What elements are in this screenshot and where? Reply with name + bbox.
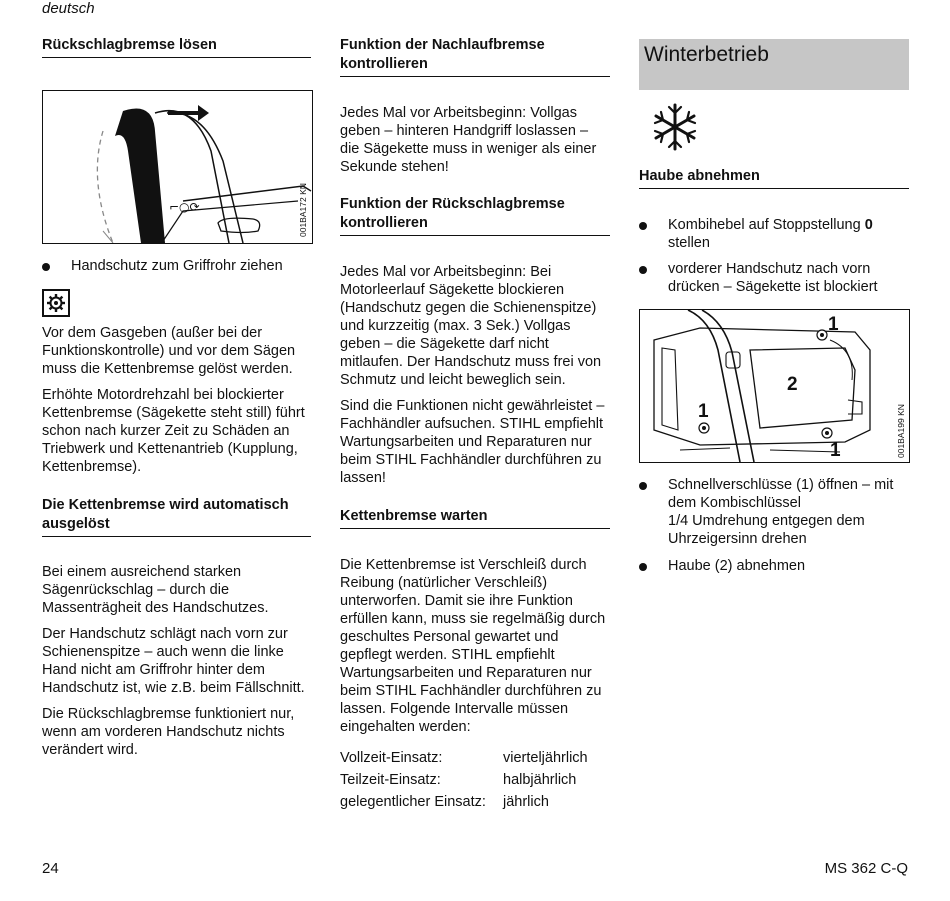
- bullet-text: stellen: [668, 235, 710, 251]
- callout-label: 1: [698, 401, 709, 422]
- snowflake-icon: [653, 103, 697, 151]
- arrow-icon: [168, 105, 209, 121]
- table-row: [340, 749, 588, 771]
- paragraph: Vor dem Gasgeben (außer bei der Funktionskontrolle) und vor dem Sägen muss die Kettenbremse gelöst werden.: [42, 325, 296, 377]
- interval-value: halbjährlich: [503, 772, 577, 788]
- bullet-item: [42, 257, 311, 275]
- paragraph: Der Handschutz schlägt nach vorn zur Schienenspitze – auch wenn die linke Hand nicht am Griffrohr hinter dem Handschutz ist, wie z.B. beim Fällschnitt.: [42, 626, 305, 696]
- paragraph: Erhöhte Motordrehzahl bei blockierter Kettenbremse (Sägekette steht still) führt schon nach kurzer Zeit zu Schäden an Triebwerk und Kettenantrieb (Kupplung, Kettenbremse).: [42, 387, 305, 475]
- interval-value: vierteljährlich: [503, 750, 588, 766]
- page-number: 24: [42, 860, 59, 877]
- callout-label: 1: [830, 440, 841, 461]
- gear-icon: [42, 289, 70, 317]
- table-row: [340, 771, 588, 793]
- column-left: [42, 36, 311, 759]
- bullet-text: vorderer Handschutz nach vorn drücken – Sägekette ist blockiert: [668, 261, 878, 295]
- bullet-text: Schnellverschlüsse (1) öffnen – mit dem Kombischlüssel: [668, 477, 894, 511]
- callout-label: 1: [828, 314, 839, 335]
- model-name: MS 362 C-Q: [824, 860, 908, 877]
- section-title-winter: Winterbetrieb: [639, 39, 909, 90]
- bullet-item: [639, 557, 909, 575]
- bullet-item: [639, 216, 909, 252]
- chainsaw-handguard-illustration: [43, 91, 312, 243]
- bullet-dot: [639, 222, 647, 230]
- bullet-text: Handschutz zum Griffrohr ziehen: [71, 258, 283, 274]
- bullet-text: Kombihebel auf Stoppstellung: [668, 217, 865, 233]
- interval-label: Vollzeit-Einsatz:: [340, 750, 443, 766]
- stop-position-value: 0: [864, 217, 873, 233]
- figure-code: 001BA199 KN: [896, 404, 906, 458]
- interval-label: gelegentlicher Einsatz:: [340, 794, 486, 810]
- paragraph: Die Kettenbremse ist Verschleiß durch Reibung (natürlicher Verschleiß) unterworfen. Damit sie ihre Funktion erfüllen kann, muss sie regelmäßig durch geschultes Personal gewartet und gepflegt werden. STIHL empfiehlt Wartungsarbeiten und Reparaturen nur beim STIHL Fachhändler durchführen zu lassen. Folgende Intervalle müssen eingehalten werden:: [340, 557, 606, 735]
- heading-release-brake: Rückschlagbremse lösen: [42, 36, 311, 58]
- bullet-item: [639, 476, 909, 548]
- paragraph: Jedes Mal vor Arbeitsbeginn: Bei Motorleerlauf Sägekette blockieren (Handschutz gegen die Schienenspitze) und kurzzeitig (max. 3 Sek.) Vollgas geben – die Sägekette darf nicht mitlaufen. Der Handschutz muss frei von Schmutz und leicht beweglich sein.: [340, 264, 602, 388]
- bullet-dot: [639, 266, 647, 274]
- bullet-item: [639, 260, 909, 296]
- column-right: [639, 36, 909, 575]
- figure-hand-guard: [42, 90, 313, 244]
- heading-remove-cover: Haube abnehmen: [639, 167, 909, 189]
- callout-label: 2: [787, 374, 798, 395]
- language-label: deutsch: [42, 0, 95, 17]
- heading-brake-maintenance: Kettenbremse warten: [340, 507, 610, 529]
- svg-text:⌐○⟳: ⌐○⟳: [169, 200, 200, 214]
- heading-auto-trigger: Die Kettenbremse wird automatisch ausgelöst: [42, 496, 311, 537]
- paragraph: Sind die Funktionen nicht gewährleistet – Fachhändler aufsuchen. STIHL empfiehlt Wartungsarbeiten und Reparaturen nur beim STIHL Fachhändler durchführen zu lassen!: [340, 398, 605, 486]
- interval-label: Teilzeit-Einsatz:: [340, 772, 441, 788]
- figure-cover: [639, 309, 910, 463]
- paragraph: Bei einem ausreichend starken Sägenrückschlag – durch die Massenträgheit des Handschutzes.: [42, 564, 269, 616]
- table-row: [340, 793, 588, 815]
- bullet-text: Haube (2) abnehmen: [668, 558, 806, 574]
- saw-cover-illustration: [640, 310, 909, 462]
- column-middle: [340, 36, 610, 815]
- bullet-dot: [639, 482, 647, 490]
- bullet-text: 1/4 Umdrehung entgegen dem Uhrzeigersinn drehen: [668, 513, 865, 547]
- paragraph: Die Rückschlagbremse funktioniert nur, wenn am vorderen Handschutz nichts verändert wird.: [42, 706, 295, 758]
- bullet-dot: [639, 563, 647, 571]
- bullet-dot: [42, 263, 50, 271]
- heading-kickback-brake: Funktion der Rückschlagbremse kontrollieren: [340, 195, 610, 236]
- figure-code: 001BA172 KN: [298, 183, 308, 237]
- intervals-table: [340, 749, 588, 815]
- heading-run-down-brake: Funktion der Nachlaufbremse kontrollieren: [340, 36, 610, 77]
- paragraph: Jedes Mal vor Arbeitsbeginn: Vollgas geben – hinteren Handgriff loslassen – die Sägekette muss in weniger als einer Sekunde stehen!: [340, 105, 597, 175]
- interval-value: jährlich: [503, 794, 549, 810]
